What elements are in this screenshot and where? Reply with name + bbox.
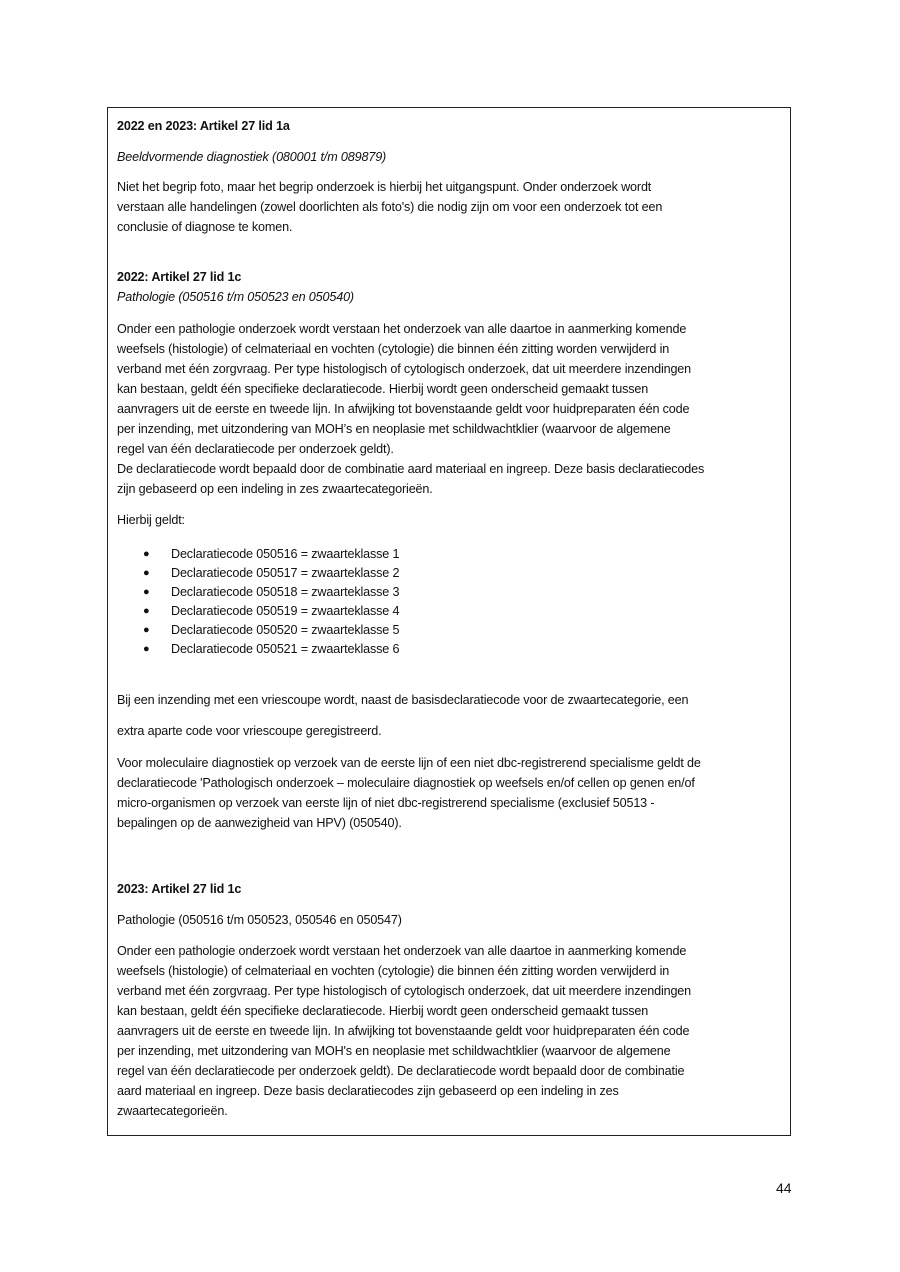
list-item: Declaratiecode 050521 = zwaarteklasse 6	[171, 642, 400, 656]
paragraph-line: verband met één zorgvraag. Per type histologisch of cytologisch onderzoek, dat uit meerdere inzendingen	[117, 362, 692, 376]
paragraph-line: regel van één declaratiecode per onderzoek geldt). De declaratiecode wordt bepaald door de combinatie	[117, 1064, 685, 1078]
list-item: Declaratiecode 050517 = zwaarteklasse 2	[171, 566, 400, 580]
section-heading-3: 2023: Artikel 27 lid 1c	[117, 882, 242, 896]
bullet-icon: ●	[143, 567, 150, 579]
paragraph-line: aanvragers uit de eerste en tweede lijn. In afwijking tot bovenstaande geldt voor huidpreparaten één code	[117, 402, 690, 416]
paragraph-line: micro-organismen op verzoek van eerste lijn of niet dbc-registrerend specialisme (exclusief 50513 -	[117, 796, 655, 810]
paragraph-line: extra aparte code voor vriescoupe geregistreerd.	[117, 724, 382, 738]
paragraph-line: Niet het begrip foto, maar het begrip onderzoek is hierbij het uitgangspunt. Onder onderzoek wordt	[117, 180, 652, 194]
bullet-icon: ●	[143, 643, 150, 655]
list-item: Declaratiecode 050519 = zwaarteklasse 4	[171, 604, 400, 618]
paragraph-line: verband met één zorgvraag. Per type histologisch of cytologisch onderzoek, dat uit meerdere inzendingen	[117, 984, 692, 998]
paragraph-line: kan bestaan, geldt één specifieke declaratiecode. Hierbij wordt geen onderscheid gemaakt tussen	[117, 382, 649, 396]
paragraph-line: bepalingen op de aanwezigheid van HPV) (050540).	[117, 816, 402, 830]
section-subheading-1: Beeldvormende diagnostiek (080001 t/m 089879)	[117, 150, 387, 164]
paragraph-line: kan bestaan, geldt één specifieke declaratiecode. Hierbij wordt geen onderscheid gemaakt tussen	[117, 1004, 649, 1018]
section-subheading-3: Pathologie (050516 t/m 050523, 050546 en 050547)	[117, 913, 402, 927]
bullet-icon: ●	[143, 605, 150, 617]
section-subheading-2: Pathologie (050516 t/m 050523 en 050540)	[117, 290, 354, 304]
paragraph-line: declaratiecode 'Pathologisch onderzoek – moleculaire diagnostiek op weefsels en/of cellen op genen en/of	[117, 776, 695, 790]
section-heading-1: 2022 en 2023: Artikel 27 lid 1a	[117, 119, 290, 133]
paragraph-line: per inzending, met uitzondering van MOH’s en neoplasie met schildwachtklier (waarvoor de algemene	[117, 422, 671, 436]
list-intro: Hierbij geldt:	[117, 513, 185, 527]
paragraph-line: De declaratiecode wordt bepaald door de combinatie aard materiaal en ingreep. Deze basis declaratiecodes	[117, 462, 705, 476]
list-item: Declaratiecode 050520 = zwaarteklasse 5	[171, 623, 400, 637]
paragraph-line: Bij een inzending met een vriescoupe wordt, naast de basisdeclaratiecode voor de zwaartecategorie, een	[117, 693, 689, 707]
paragraph-line: Onder een pathologie onderzoek wordt verstaan het onderzoek van alle daartoe in aanmerking komende	[117, 322, 687, 336]
paragraph-line: Voor moleculaire diagnostiek op verzoek van de eerste lijn of een niet dbc-registrerend specialisme geldt de	[117, 756, 701, 770]
paragraph-line: per inzending, met uitzondering van MOH's en neoplasie met schildwachtklier (waarvoor de algemene	[117, 1044, 671, 1058]
paragraph-line: aanvragers uit de eerste en tweede lijn. In afwijking tot bovenstaande geldt voor huidpreparaten één code	[117, 1024, 690, 1038]
bullet-icon: ●	[143, 624, 150, 636]
paragraph-line: Onder een pathologie onderzoek wordt verstaan het onderzoek van alle daartoe in aanmerking komende	[117, 944, 687, 958]
paragraph-line: zijn gebaseerd op een indeling in zes zwaartecategorieën.	[117, 482, 433, 496]
paragraph-line: aard materiaal en ingreep. Deze basis declaratiecodes zijn gebaseerd op een indeling in zes	[117, 1084, 619, 1098]
paragraph-line: conclusie of diagnose te komen.	[117, 220, 293, 234]
paragraph-line: weefsels (histologie) of celmateriaal en vochten (cytologie) die binnen één zitting worden verwijderd in	[117, 342, 670, 356]
page-number: 44	[776, 1180, 792, 1196]
paragraph-line: weefsels (histologie) of celmateriaal en vochten (cytologie) die binnen één zitting worden verwijderd in	[117, 964, 670, 978]
bullet-icon: ●	[143, 586, 150, 598]
list-item: Declaratiecode 050518 = zwaarteklasse 3	[171, 585, 400, 599]
section-heading-2: 2022: Artikel 27 lid 1c	[117, 270, 242, 284]
paragraph-line: verstaan alle handelingen (zowel doorlichten als foto's) die nodig zijn om voor een onderzoek tot een	[117, 200, 663, 214]
bullet-icon: ●	[143, 548, 150, 560]
list-item: Declaratiecode 050516 = zwaarteklasse 1	[171, 547, 400, 561]
paragraph-line: regel van één declaratiecode per onderzoek geldt).	[117, 442, 394, 456]
paragraph-line: zwaartecategorieën.	[117, 1104, 228, 1118]
